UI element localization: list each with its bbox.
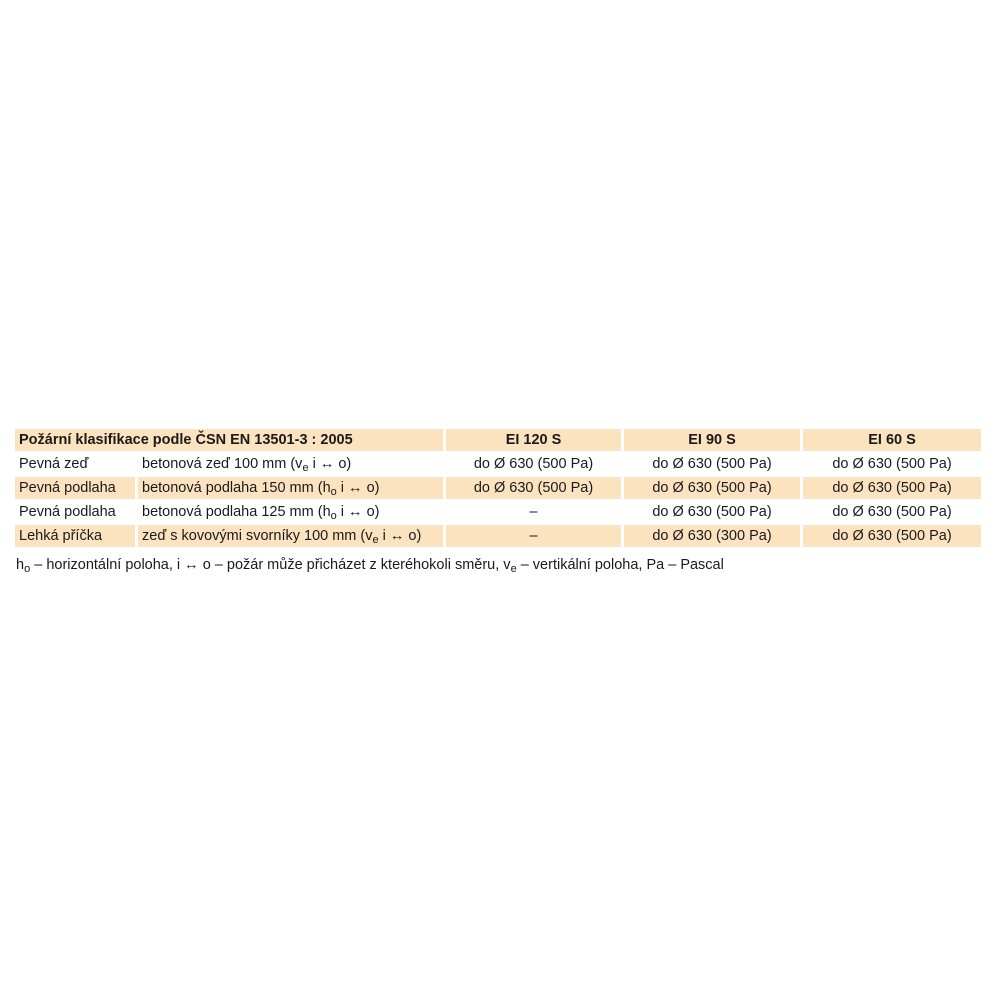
cell-ei120: do Ø 630 (500 Pa) <box>443 477 621 501</box>
table-header-row <box>15 429 981 453</box>
row-name: Pevná podlaha <box>15 501 135 525</box>
table-row <box>15 453 981 477</box>
table-row <box>15 501 981 525</box>
col-header-ei90: EI 90 S <box>621 429 800 453</box>
row-name: Pevná zeď <box>15 453 135 477</box>
table-title: Požární klasifikace podle ČSN EN 13501-3 : 2005 <box>15 429 443 453</box>
row-name: Lehká příčka <box>15 525 135 549</box>
cell-ei120: do Ø 630 (500 Pa) <box>443 453 621 477</box>
cell-ei90: do Ø 630 (500 Pa) <box>621 477 800 501</box>
cell-ei60: do Ø 630 (500 Pa) <box>800 453 981 477</box>
row-description: betonová podlaha 125 mm ($h_o$ i ↔ o) <box>135 501 443 525</box>
cell-ei120: – <box>443 501 621 525</box>
cell-ei60: do Ø 630 (500 Pa) <box>800 501 981 525</box>
row-description: betonová podlaha 150 mm ($h_o$ i ↔ o) <box>135 477 443 501</box>
col-header-ei60: EI 60 S <box>800 429 981 453</box>
table-row <box>15 525 981 549</box>
cell-ei90: do Ø 630 (500 Pa) <box>621 453 800 477</box>
cell-ei90: do Ø 630 (300 Pa) <box>621 525 800 549</box>
cell-ei60: do Ø 630 (500 Pa) <box>800 477 981 501</box>
footnote: $h_o$ – horizontální poloha, i ↔ o – požár může přicházet z kteréhokoli směru, $v_e$ – vertikální poloha, Pa – Pascal <box>16 557 724 575</box>
row-description: betonová zeď 100 mm ($v_e$ i ↔ o) <box>135 453 443 477</box>
cell-ei90: do Ø 630 (500 Pa) <box>621 501 800 525</box>
fire-classification-table <box>15 429 981 549</box>
row-description: zeď s kovovými svorníky 100 mm ($v_e$ i ↔ o) <box>135 525 443 549</box>
cell-ei60: do Ø 630 (500 Pa) <box>800 525 981 549</box>
row-name: Pevná podlaha <box>15 477 135 501</box>
cell-ei120: – <box>443 525 621 549</box>
table-row <box>15 477 981 501</box>
col-header-ei120: EI 120 S <box>443 429 621 453</box>
